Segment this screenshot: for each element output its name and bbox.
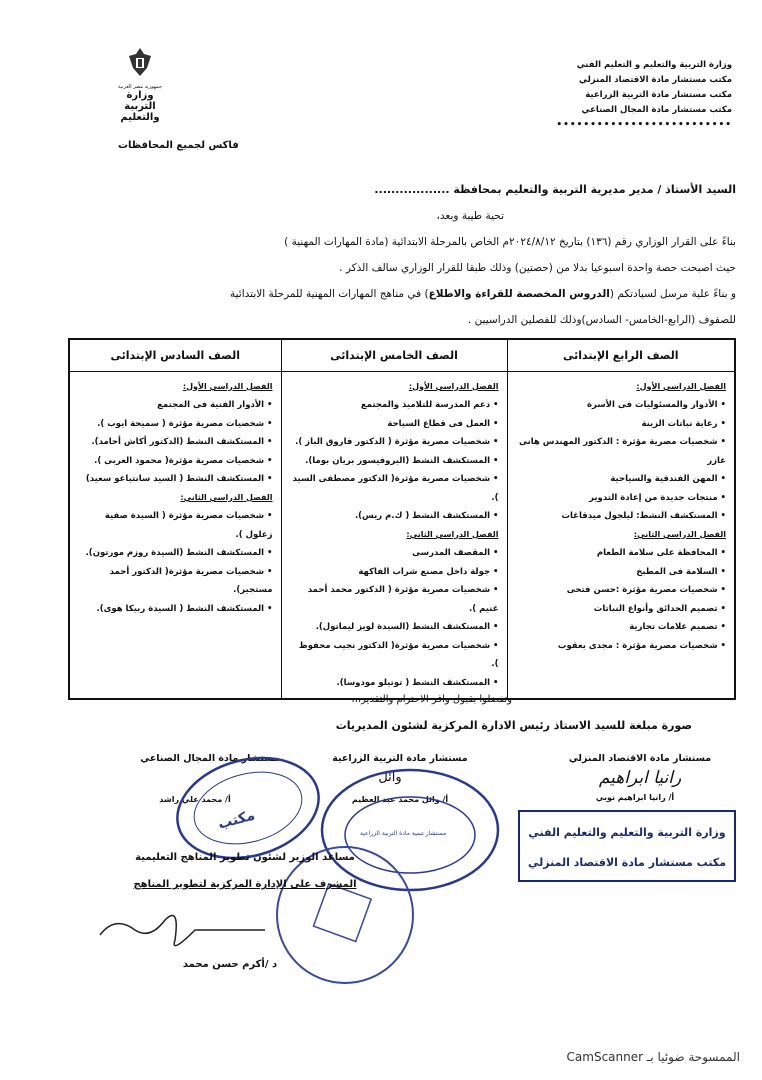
lesson-item: • دعم المدرسة للتلاميذ والمجتمع [290, 396, 499, 415]
eagle-emblem-icon [127, 46, 153, 80]
lesson-item: • المستكشف النشط: ليلجول ميدقاغات [516, 507, 727, 526]
signatory-1-title: مستشار مادة الاقتصاد المنزلي [568, 753, 712, 764]
lesson-item: • المقصف المدرسى [290, 544, 499, 563]
signatory-1-signature: رانيا ابراهيم [598, 768, 682, 788]
lesson-item: • المستكشف النشط (البروفيسور بريان بوما). [290, 452, 499, 471]
lesson-item: • شخصيات مصرية مؤثرة ( السيدة صفية زغلول ). [78, 507, 273, 544]
lesson-item: • شخصيات مصرية مؤثرة ( الدكتور فاروق الباز ). [290, 433, 499, 452]
lesson-item: • الأدوار والمسئوليات فى الأسرة [516, 396, 727, 415]
lesson-item: • الأدوار الفنية فى المجتمع [78, 396, 273, 415]
lesson-item: • شخصيات مصرية مؤثرة :حسن فتحى [516, 581, 727, 600]
lesson-item: • المستكشف النشط ( ك.م ريس). [290, 507, 499, 526]
paragraph-1: بناءً على القرار الوزاري رقم (١٣٦) بتاريخ ٢٠٢٤/٨/١٢م الخاص بالمرحلة الابتدائية (مادة المهارات المهنية ) [284, 236, 736, 248]
stamp-line: مكتب مستشار مادة الاقتصاد المنزلي [527, 856, 727, 869]
signatory-3-title: مستشار مادة المجال الصناعي [140, 753, 280, 764]
assistant-name: د /أكرم حسن محمد [182, 959, 278, 970]
fax-heading: فاكس لجميع المحافظات [118, 140, 239, 151]
term-label: الفصل الدراسي الأول: [182, 381, 273, 391]
emblem [110, 46, 170, 123]
lessons-table [68, 338, 736, 700]
assistant-title: مساعد الوزير لشئون تطوير المناهج التعليمية [135, 852, 355, 863]
grade-6-header: الصف السادس الإبتدائى [69, 339, 281, 371]
lesson-item: • المستكشف النشط ( السيد سانتياغو سعيد) [78, 470, 273, 489]
lesson-item: • شخصيات مصرية مؤثرة( الدكتور نجيب محفوظ ). [290, 637, 499, 674]
signatory-2-name: أ/ وائل محمد عبد العظيم [351, 795, 449, 804]
term-label: الفصل الدراسي الثاني: [633, 529, 726, 539]
signatory-3-name: أ/ محمد علي راشد [159, 795, 231, 804]
lesson-item: • شخصيات مصرية مؤثرة( الدكتور مصطفى السيد ). [290, 470, 499, 507]
stamp-line: وزارة التربية والتعليم والتعليم الفني [528, 826, 726, 839]
handwritten-signature-icon [95, 900, 275, 955]
lesson-item: • شخصيات مصرية مؤثرة ( سميحة ايوب ). [78, 415, 273, 434]
lesson-item: • تصميم علامات تجارية [516, 618, 727, 637]
emblem-caption: جمهورية مصر العربية [118, 84, 162, 90]
letterhead-line: مكتب مستشار مادة الاقتصاد المنزلي [578, 75, 732, 85]
camscanner-footer: الممسوحة ضوئيا بـ CamScanner [566, 1050, 740, 1064]
addressee: السيد الأستاذ / مدير مديرية التربية والتعليم بمحافظة .................. [374, 183, 736, 196]
lesson-item: • رعاية نباتات الزينة [516, 415, 727, 434]
grade-4-header: الصف الرابع الإبتدائى [507, 339, 735, 371]
paragraph-3-bold: الدروس المخصصة للقراءة والاطلاع [428, 288, 610, 300]
term-label: الفصل الدراسي الثاني: [180, 492, 273, 502]
office-stamp-box [518, 810, 736, 882]
supervisor-title: المشرف على الإدارة المركزية لتطوير المناهج [133, 879, 357, 890]
letterhead-line: وزارة التربية والتعليم و التعليم الفني [576, 60, 732, 70]
paragraph-3 [76, 282, 736, 306]
ministry-logo-text: وزارة التربية والتعليم [120, 90, 160, 123]
grade-6-cell [69, 371, 281, 699]
lesson-item: • المحافظة على سلامة الطعام [516, 544, 727, 563]
paragraph-3-text: ) في مناهج المهارات المهنية للمرحلة الابتدائية [230, 288, 429, 300]
cc-line: صورة مبلغة للسيد الاستاذ رئيس الادارة المركزية لشئون المديريات [335, 719, 692, 732]
lesson-item: • شخصيات مصرية مؤثرة( محمود العربى ). [78, 452, 273, 471]
lesson-item: • المستكشف النشط (السيدة لويز ليماتول). [290, 618, 499, 637]
lesson-item: • المستكشف النشط ( توتيلو مودوسا). [290, 674, 499, 693]
lesson-item: • المهن الفندقية والسياحية [516, 470, 727, 489]
lesson-item: • شخصيات مصرية مؤثرة ( الدكتور محمد أحمد غنيم ). [290, 581, 499, 618]
lesson-item: • المستكشف النشط ( السيدة ربيكا هوى). [78, 600, 273, 619]
lesson-item: • تصميم الحدائق وأنواع النباتات [516, 600, 727, 619]
paragraph-2: حيث اصبحت حصة واحدة اسبوعيا بدلا من (حصتين) وذلك طبقا للقرار الوزاري سالف الذكر . [339, 262, 736, 274]
grade-5-header: الصف الخامس الإبتدائى [281, 339, 507, 371]
stamp-oval-text: مستشار تنمية مادة التربية الزراعية [360, 830, 447, 837]
signatory-1-name: أ/ رانيا ابراهيم نوبي [595, 793, 675, 802]
lesson-item: • شخصيات مصرية مؤثرة : الدكتور المهندس هانى عازر [516, 433, 727, 470]
letterhead [472, 58, 732, 133]
signatory-2-title: مستشار مادة التربية الزراعية [332, 753, 468, 764]
lesson-item: • جولة داخل مصنع شراب الفاكهة [290, 563, 499, 582]
paragraph-4: للصفوف (الرابع-الخامس- السادس)وذلك للفصلين الدراسيين . [467, 314, 736, 326]
lesson-item: • العمل فى قطاع السياحة [290, 415, 499, 434]
letterhead-line: مكتب مستشار مادة التربية الزراعية [585, 90, 732, 100]
letterhead-line: مكتب مستشار مادة المجال الصناعي [581, 105, 732, 115]
term-label: الفصل الدراسي الثاني: [406, 529, 499, 539]
grade-5-cell [281, 371, 507, 699]
grade-4-cell [507, 371, 735, 699]
closing: وتفضلوا بقبول وافر الاحترام والتقدير،،، [351, 694, 512, 705]
paragraph-3-text: و بناءً علية مرسل لسيادتكم ( [609, 288, 736, 300]
letterhead-dots: •••••••••••••••••••••••••• [556, 120, 732, 130]
lesson-item: • منتجات جديدة من إعادة التدوير [516, 489, 727, 508]
lesson-item: • المستكشف النشط (الدكتور أكاش أحامد). [78, 433, 273, 452]
term-label: الفصل الدراسي الأول: [408, 381, 499, 391]
lesson-item: • شخصيات مصرية مؤثرة( الدكتور أحمد مستجير). [78, 563, 273, 600]
lesson-item: • المستكشف النشط (السيدة روزم مورتون). [78, 544, 273, 563]
stamp-oval-office: مكتب [216, 807, 257, 833]
lesson-item: • السلامة فى المطبخ [516, 563, 727, 582]
term-label: الفصل الدراسي الأول: [636, 381, 726, 391]
lesson-item: • شخصيات مصرية مؤثرة : مجدى يعقوب [516, 637, 727, 656]
signatory-2-signature: وائل [378, 770, 402, 785]
greeting: تحية طيبة وبعد، [436, 210, 504, 222]
